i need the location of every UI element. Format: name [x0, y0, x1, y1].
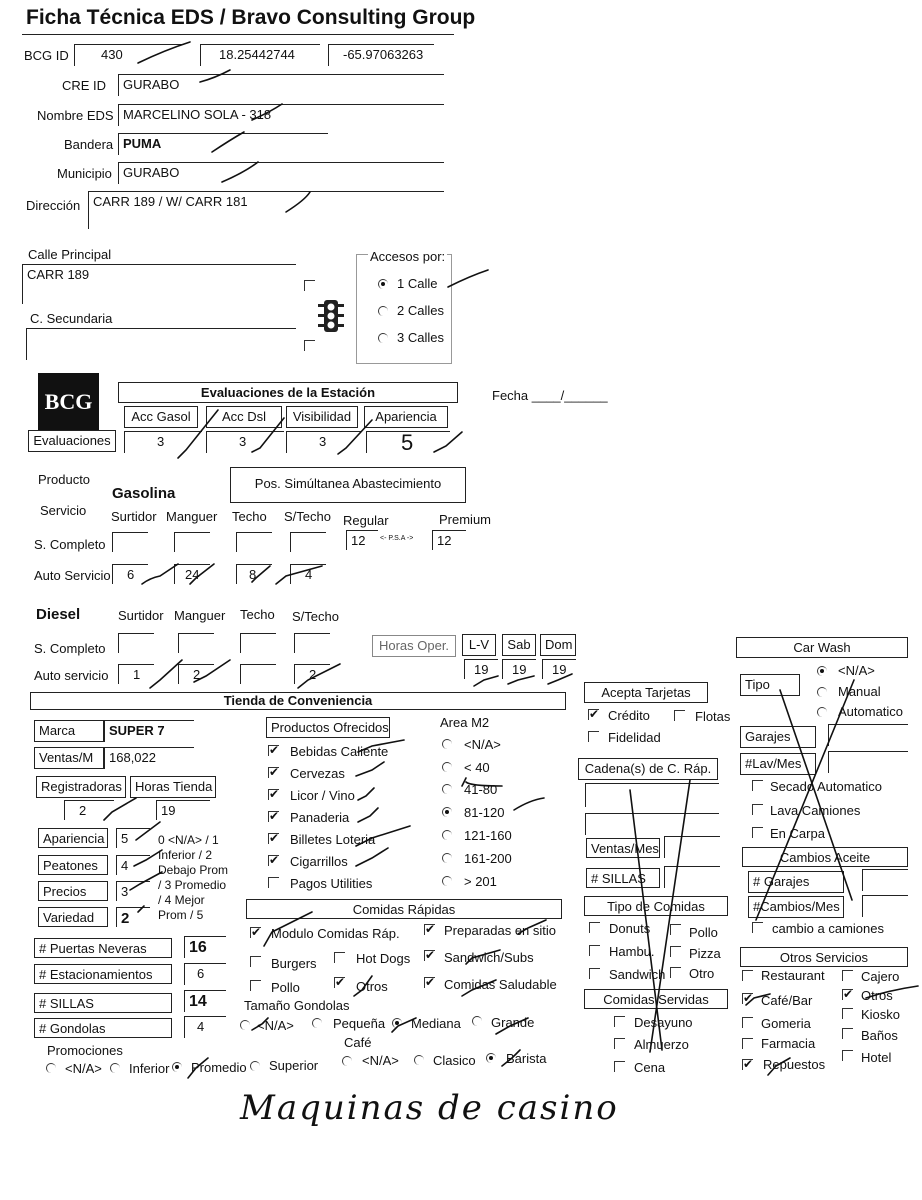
promo-superior-radio[interactable]: [250, 1061, 260, 1071]
tipo-pizza-label: Pizza: [689, 946, 721, 961]
cambios-mes-label: #Cambios/Mes: [748, 896, 844, 918]
servicio-label: Servicio: [40, 503, 87, 518]
farmacia-label: Farmacia: [761, 1036, 816, 1051]
car-wash-auto-radio[interactable]: [817, 707, 827, 717]
diesel-header-stecho: S/Techo: [292, 609, 339, 624]
diesel-s-completo-label: S. Completo: [34, 641, 106, 656]
peatones-label: Peatones: [38, 855, 108, 875]
tipo-sandwich-label: Sandwich: [609, 967, 666, 982]
cambios-garajes-field[interactable]: [862, 869, 908, 891]
promo-promedio-label: Promedio: [191, 1060, 247, 1075]
bcg-id-field[interactable]: 430: [74, 44, 184, 66]
gondola-grande-radio[interactable]: [472, 1016, 482, 1026]
diesel-sc-surtidor[interactable]: [118, 633, 154, 653]
tipo-donuts-label: Donuts: [609, 921, 651, 936]
gas-as-stecho[interactable]: 4: [290, 564, 326, 584]
gasolina-label: Gasolina: [112, 485, 176, 502]
servidas-almuerzo-label: Almuerzo: [634, 1037, 689, 1052]
hot-dogs-checkbox[interactable]: [334, 952, 345, 963]
gas-as-techo[interactable]: 8: [236, 564, 272, 584]
servidas-desayuno-label: Desayuno: [634, 1015, 693, 1030]
car-wash-tipo-label: Tipo: [740, 674, 800, 696]
diesel-header-techo: Techo: [240, 607, 275, 622]
promo-inferior-label: Inferior: [129, 1061, 170, 1076]
horas-tienda-label: Horas Tienda: [130, 776, 216, 798]
tarjeta-fidelidad-checkbox[interactable]: [588, 731, 599, 742]
tipo-pollo-checkbox[interactable]: [670, 924, 681, 935]
registradoras-label: Registradoras: [36, 776, 126, 798]
eval-header-acc-gasol: Acc Gasol: [124, 406, 198, 428]
puertas-neveras-field[interactable]: 16: [184, 936, 226, 958]
evaluaciones-title: Evaluaciones de la Estación: [118, 382, 458, 403]
area-radio[interactable]: [442, 762, 452, 772]
repuestos-label: Repuestos: [763, 1057, 826, 1072]
hotel-label: Hotel: [861, 1050, 892, 1065]
traffic-light-icon: [316, 298, 346, 334]
producto-checkbox[interactable]: [268, 877, 279, 888]
calle-principal-field[interactable]: CARR 189: [22, 264, 296, 304]
tienda-sillas-field[interactable]: 14: [184, 990, 226, 1012]
longitude-field[interactable]: -65.97063263: [328, 44, 434, 66]
tarjeta-fidelidad-label: Fidelidad: [608, 730, 661, 745]
cajero-checkbox[interactable]: [842, 970, 853, 981]
servidas-almuerzo-checkbox[interactable]: [614, 1038, 625, 1049]
producto-checkbox[interactable]: [268, 833, 279, 844]
horas-header-lv: L-V: [462, 634, 496, 656]
car-wash-manual-label: Manual: [838, 684, 881, 699]
en-carpa-checkbox[interactable]: [752, 827, 763, 838]
tarjeta-flotas-label: Flotas: [695, 709, 731, 724]
cambio-camiones-checkbox[interactable]: [752, 922, 763, 933]
gondola-mediana-radio[interactable]: [392, 1018, 402, 1028]
promociones-title: Promociones: [47, 1043, 123, 1058]
tipo-sandwich-checkbox[interactable]: [589, 968, 600, 979]
diesel-as-manguer[interactable]: 2: [178, 664, 214, 684]
handwritten-note: Maquinas de casino: [240, 1088, 619, 1128]
variedad-label: Variedad: [38, 907, 108, 927]
acceso-2-label: 2 Calles: [397, 303, 444, 318]
diesel-as-stecho[interactable]: 2: [294, 664, 330, 684]
tipo-hambu-checkbox[interactable]: [589, 945, 600, 956]
burgers-checkbox[interactable]: [250, 956, 261, 967]
tipo-pollo-label: Pollo: [689, 925, 718, 940]
eval-apariencia-value[interactable]: 5: [366, 431, 450, 453]
regular-value[interactable]: 12: [346, 530, 378, 550]
gondolas-size-title: Tamaño Gondolas: [244, 998, 350, 1013]
eval-acc-gasol-value[interactable]: 3: [124, 431, 202, 453]
hotel-checkbox[interactable]: [842, 1050, 853, 1061]
secado-checkbox[interactable]: [752, 780, 763, 791]
lava-camiones-label: Lava Camiones: [770, 803, 861, 818]
car-wash-garajes-label: Garajes: [740, 726, 816, 748]
area-radio[interactable]: [442, 853, 452, 863]
cadena-ventas-field[interactable]: [664, 836, 720, 858]
servicios-otros-label: Otros: [861, 988, 893, 1003]
producto-label: Licor / Vino: [290, 788, 355, 803]
cafe-title: Café: [344, 1035, 372, 1050]
sandwich-subs-label: Sandwich/Subs: [444, 950, 534, 965]
area-label: > 201: [464, 874, 497, 889]
regular-label: Regular: [343, 513, 389, 528]
horas-oper-label: Horas Oper.: [372, 635, 456, 657]
restaurant-label: Restaurant: [761, 968, 825, 983]
cadena-ventas-label: Ventas/Mes: [586, 838, 660, 858]
eval-acc-dsl-value[interactable]: 3: [206, 431, 284, 453]
burgers-label: Burgers: [271, 956, 317, 971]
diesel-sc-stecho[interactable]: [294, 633, 330, 653]
servidas-desayuno-checkbox[interactable]: [614, 1016, 625, 1027]
secundaria-checkbox[interactable]: [304, 340, 315, 351]
cajero-label: Cajero: [861, 969, 900, 984]
diesel-header-surtidor: Surtidor: [118, 608, 164, 623]
rapidas-pollo-checkbox[interactable]: [250, 980, 261, 991]
gondolas-count-field[interactable]: 4: [184, 1016, 226, 1038]
area-radio[interactable]: [442, 807, 452, 817]
repuestos-checkbox[interactable]: [742, 1059, 753, 1070]
cafe-barista-radio[interactable]: [486, 1053, 496, 1063]
psa-label: <- P.S.A ->: [380, 535, 414, 542]
scale-line-2: Inferior / 2: [158, 848, 213, 862]
otros-servicios-title: Otros Servicios: [740, 947, 908, 967]
municipio-field[interactable]: GURABO: [118, 162, 444, 184]
cafe-clasico-label: Clasico: [433, 1053, 476, 1068]
diesel-as-surtidor[interactable]: 1: [118, 664, 154, 684]
evaluaciones-row-label: Evaluaciones: [28, 430, 116, 452]
puertas-neveras-label: # Puertas Neveras: [34, 938, 172, 958]
sandwich-subs-checkbox[interactable]: [424, 950, 435, 961]
cadena-field-2[interactable]: [585, 813, 719, 835]
gas-auto-servicio-label: Auto Servicio: [34, 568, 111, 583]
gondola-mediana-label: Mediana: [411, 1016, 461, 1031]
estacionamientos-label: # Estacionamientos: [34, 964, 172, 984]
tarjeta-flotas-checkbox[interactable]: [674, 710, 685, 721]
gas-header-techo: Techo: [232, 509, 267, 524]
producto-label: Cervezas: [290, 766, 345, 781]
kiosko-checkbox[interactable]: [842, 1008, 853, 1019]
gas-sc-manguer[interactable]: [174, 532, 210, 552]
promo-na-label: <N/A>: [65, 1061, 102, 1076]
scale-line-4: / 3 Promedio: [158, 878, 227, 892]
servicios-otros-checkbox[interactable]: [842, 989, 853, 1000]
premium-label: Premium: [439, 512, 492, 527]
diesel-auto-servicio-label: Auto servicio: [34, 668, 109, 683]
restaurant-checkbox[interactable]: [742, 970, 753, 981]
horas-sab-value[interactable]: 19: [502, 659, 536, 679]
car-wash-na-radio[interactable]: [817, 666, 827, 676]
diesel-label: Diesel: [36, 606, 81, 623]
rapidas-otros-checkbox[interactable]: [334, 977, 345, 988]
title-underline: [22, 34, 454, 35]
gas-header-stecho: S/Techo: [284, 509, 331, 524]
estacionamientos-field[interactable]: 6: [184, 963, 226, 985]
productos-ofrecidos-title: Productos Ofrecidos: [266, 717, 390, 738]
tarjeta-credito-label: Crédito: [608, 708, 650, 723]
rapidas-pollo-label: Pollo: [271, 980, 300, 995]
cafe-na-label: <N/A>: [362, 1053, 399, 1068]
eval-visibilidad-value[interactable]: 3: [286, 431, 362, 453]
producto-label: Producto: [38, 472, 91, 487]
cambios-garajes-label: # Garajes: [748, 871, 844, 893]
marca-label: Marca: [34, 720, 104, 742]
apariencia-field[interactable]: 5: [116, 828, 150, 848]
registradoras-field[interactable]: 2: [64, 800, 114, 820]
nombre-field[interactable]: MARCELINO SOLA - 318: [118, 104, 444, 126]
cafe-clasico-radio[interactable]: [414, 1055, 424, 1065]
tipo-comidas-title: Tipo de Comidas: [584, 896, 728, 916]
cambio-camiones-label: cambio a camiones: [772, 921, 884, 936]
producto-label: Cigarrillos: [290, 854, 348, 869]
pos-simultanea-label: Pos. Simúltanea Abastecimiento: [230, 467, 466, 503]
acceso-2-radio[interactable]: [378, 306, 388, 316]
cadena-sillas-field[interactable]: [664, 866, 720, 888]
en-carpa-label: En Carpa: [770, 826, 825, 841]
gomeria-checkbox[interactable]: [742, 1017, 753, 1028]
cambios-aceite-title: Cambios Aceite: [742, 847, 908, 867]
promo-na-radio[interactable]: [46, 1063, 56, 1073]
acceso-3-radio[interactable]: [378, 333, 388, 343]
car-wash-title: Car Wash: [736, 637, 908, 658]
tipo-donuts-checkbox[interactable]: [589, 922, 600, 933]
preparadas-checkbox[interactable]: [424, 924, 435, 935]
gas-sc-surtidor[interactable]: [112, 532, 148, 552]
horas-dom-value[interactable]: 19: [542, 659, 576, 679]
eval-header-visibilidad: Visibilidad: [286, 406, 358, 428]
area-m2-title: Area M2: [440, 715, 490, 730]
marca-field[interactable]: SUPER 7: [104, 720, 194, 742]
car-wash-auto-label: Automatico: [838, 704, 904, 719]
cadena-sillas-label: # SILLAS: [586, 868, 660, 888]
area-label: < 40: [464, 760, 490, 775]
gas-as-surtidor[interactable]: 6: [112, 564, 148, 584]
comidas-rapidas-title: Comidas Rápidas: [246, 899, 562, 919]
servidas-cena-label: Cena: [634, 1060, 666, 1075]
gas-sc-stecho[interactable]: [290, 532, 326, 552]
car-wash-lav-field[interactable]: [828, 751, 908, 773]
farmacia-checkbox[interactable]: [742, 1038, 753, 1049]
diesel-sc-techo[interactable]: [240, 633, 276, 653]
producto-label: Bebidas Caliente: [290, 744, 389, 759]
hot-dogs-label: Hot Dogs: [356, 951, 411, 966]
saludable-label: Comidas Saludable: [444, 977, 557, 992]
gas-s-completo-label: S. Completo: [34, 537, 106, 552]
producto-label: Panaderia: [290, 810, 350, 825]
precios-field[interactable]: 3: [116, 881, 150, 901]
producto-checkbox[interactable]: [268, 855, 279, 866]
tipo-pizza-checkbox[interactable]: [670, 946, 681, 957]
diesel-header-manguer: Manguer: [174, 608, 226, 623]
gondola-na-label: <N/A>: [257, 1018, 294, 1033]
calle-principal-label: Calle Principal: [28, 247, 112, 262]
producto-checkbox[interactable]: [268, 789, 279, 800]
cadena-title: Cadena(s) de C. Ráp.: [578, 758, 718, 780]
car-wash-manual-radio[interactable]: [817, 687, 827, 697]
producto-checkbox[interactable]: [268, 811, 279, 822]
preparadas-label: Preparadas en sitio: [444, 923, 557, 938]
peatones-field[interactable]: 4: [116, 855, 150, 875]
cre-id-field[interactable]: GURABO: [118, 74, 444, 96]
tarjeta-credito-checkbox[interactable]: [588, 709, 599, 720]
modulo-comidas-checkbox[interactable]: [250, 927, 261, 938]
bcg-logo: BCG: [38, 373, 99, 430]
ventas-label: Ventas/M: [34, 747, 104, 769]
car-wash-garajes-field[interactable]: [828, 724, 908, 746]
promo-promedio-radio[interactable]: [172, 1062, 182, 1072]
scale-line-1: 0 <N/A> / 1: [158, 833, 219, 847]
eval-header-apariencia: Apariencia: [364, 406, 448, 428]
cafe-barista-label: Barista: [506, 1051, 547, 1066]
rapidas-otros-label: Otros: [356, 979, 388, 994]
latitude-field[interactable]: 18.25442744: [200, 44, 320, 66]
gondola-grande-label: Grande: [491, 1015, 535, 1030]
fecha-label: Fecha ____/______: [492, 388, 608, 403]
saludable-checkbox[interactable]: [424, 977, 435, 988]
direccion-field[interactable]: CARR 189 / W/ CARR 181: [88, 191, 444, 229]
gas-header-manguer: Manguer: [166, 509, 218, 524]
tienda-title: Tienda de Conveniencia: [30, 692, 566, 710]
area-radio[interactable]: [442, 830, 452, 840]
area-label: <N/A>: [464, 737, 501, 752]
gondola-pequena-radio[interactable]: [312, 1018, 322, 1028]
area-radio[interactable]: [442, 876, 452, 886]
area-radio[interactable]: [442, 784, 452, 794]
area-label: 41-80: [464, 782, 498, 797]
tipo-otro-checkbox[interactable]: [670, 967, 681, 978]
nombre-label: Nombre EDS: [37, 108, 114, 123]
calle-secundaria-label: C. Secundaria: [30, 311, 113, 326]
kiosko-label: Kiosko: [861, 1007, 901, 1022]
ventas-field[interactable]: 168,022: [104, 747, 194, 769]
tipo-otro-label: Otro: [689, 966, 715, 981]
area-label: 161-200: [464, 851, 512, 866]
cre-id-label: CRE ID: [62, 78, 107, 93]
principal-checkbox[interactable]: [304, 280, 315, 291]
horas-header-sab: Sab: [502, 634, 536, 656]
acceso-1-label: 1 Calle: [397, 276, 438, 291]
area-label: 81-120: [464, 805, 505, 820]
servidas-cena-checkbox[interactable]: [614, 1061, 625, 1072]
diesel-as-techo[interactable]: [240, 664, 276, 684]
apariencia-label: Apariencia: [38, 828, 108, 848]
banos-label: Baños: [861, 1028, 898, 1043]
calle-secundaria-field[interactable]: [26, 328, 296, 360]
car-wash-lav-label: #Lav/Mes: [740, 753, 816, 775]
cadena-field-1[interactable]: [585, 783, 719, 807]
scale-line-5: / 4 Mejor: [158, 893, 205, 907]
area-label: 121-160: [464, 828, 512, 843]
comidas-servidas-title: Comidas Servidas: [584, 989, 728, 1009]
accesos-title: Accesos por:: [370, 249, 446, 264]
horas-lv-value[interactable]: 19: [464, 659, 498, 679]
gondola-pequena-label: Pequeña: [333, 1016, 386, 1031]
producto-label: Pagos Utilities: [290, 876, 373, 891]
gondolas-count-label: # Gondolas: [34, 1018, 172, 1038]
cafe-bar-checkbox[interactable]: [742, 993, 753, 1004]
producto-label: Billetes Loteria: [290, 832, 376, 847]
gondola-na-radio[interactable]: [240, 1020, 250, 1030]
premium-value[interactable]: 12: [432, 530, 466, 550]
lava-camiones-checkbox[interactable]: [752, 804, 763, 815]
cambios-mes-field[interactable]: [862, 895, 908, 917]
bcg-id-label: BCG ID: [24, 48, 69, 63]
banos-checkbox[interactable]: [842, 1028, 853, 1039]
producto-checkbox[interactable]: [268, 767, 279, 778]
precios-label: Precios: [38, 881, 108, 901]
secado-label: Secado Automatico: [770, 779, 883, 794]
promo-inferior-radio[interactable]: [110, 1063, 120, 1073]
car-wash-na-label: <N/A>: [838, 663, 875, 678]
cafe-bar-label: Café/Bar: [761, 993, 813, 1008]
diesel-sc-manguer[interactable]: [178, 633, 214, 653]
form-title: Ficha Técnica EDS / Bravo Consulting Group: [26, 6, 476, 29]
municipio-label: Municipio: [57, 166, 112, 181]
producto-checkbox[interactable]: [268, 745, 279, 756]
direccion-label: Dirección: [26, 198, 81, 213]
variedad-field[interactable]: 2: [116, 907, 150, 927]
tipo-hambu-label: Hambu.: [609, 944, 655, 959]
horas-header-dom: Dom: [540, 634, 576, 656]
gas-sc-techo[interactable]: [236, 532, 272, 552]
modulo-comidas-label: Modulo Comidas Ráp.: [271, 926, 400, 941]
acceso-3-label: 3 Calles: [397, 330, 444, 345]
gomeria-label: Gomeria: [761, 1016, 811, 1031]
acceso-1-radio[interactable]: [378, 279, 388, 289]
promo-superior-label: Superior: [269, 1058, 319, 1073]
gas-header-surtidor: Surtidor: [111, 509, 157, 524]
area-radio[interactable]: [442, 739, 452, 749]
acepta-tarjetas-title: Acepta Tarjetas: [584, 682, 708, 703]
cafe-na-radio[interactable]: [342, 1056, 352, 1066]
tienda-sillas-label: # SILLAS: [34, 993, 172, 1013]
scale-line-6: Prom / 5: [158, 908, 204, 922]
eval-header-acc-dsl: Acc Dsl: [206, 406, 282, 428]
scale-line-3: Debajo Prom: [158, 863, 229, 877]
bandera-field[interactable]: PUMA: [118, 133, 328, 155]
bandera-label: Bandera: [64, 137, 114, 152]
horas-tienda-field[interactable]: 19: [156, 800, 210, 820]
gas-as-manguer[interactable]: 24: [174, 564, 210, 584]
